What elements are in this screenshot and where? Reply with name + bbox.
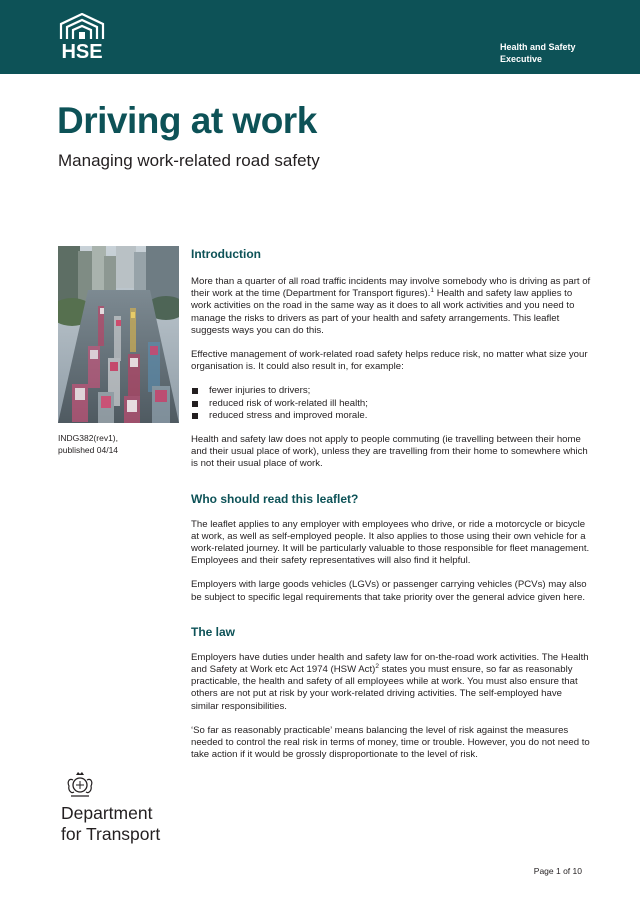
benefits-list: [191, 385, 591, 422]
section-heading-the-law: The law: [191, 624, 236, 639]
royal-crest-icon: [65, 770, 95, 800]
dft-logo: [58, 770, 188, 850]
who-should-read-paragraph-2: Employers with large goods vehicles (LGVs) or passenger carrying vehicles (PCVs) may also be subject to specific legal requirements that take priority over the general advice given here.: [191, 579, 587, 603]
traffic-photo-illustration: [58, 246, 179, 423]
introduction-paragraph-2: Effective management of work-related road safety helps reduce risk, no matter what size your organisation is. It could also result in, for example:: [191, 349, 588, 373]
hse-house-icon: [58, 13, 106, 41]
page-title: Driving at work: [57, 100, 317, 141]
who-should-read-paragraph-1: The leaflet applies to any employer with employees who drive, or ride a motorcycle or bicycle at work, as well as self-employed people. It also applies to those using their own vehicle for a work-related journey. It will be particularly valuable to those responsible for fleet management. Employees and their safety representatives will also find it helpful.: [191, 518, 590, 567]
square-bullet-icon: [192, 401, 198, 407]
square-bullet-icon: [192, 388, 198, 394]
publication-date: published 04/14: [58, 445, 119, 455]
square-bullet-icon: [192, 413, 198, 419]
introduction-p1-text: More than a quarter of all road traffic incidents may involve somebody who is driving as part of their work at the time (Department for Transport figures).: [191, 276, 591, 300]
the-law-p1-rest: states you must ensure, so far as reasonably practicable, the health and safety of all employees while at work. You must also ensure that others are not put at risk by your work-related driving activities. The self-employed have similar responsibilities.: [191, 664, 578, 712]
header-band: [0, 0, 640, 74]
section-heading-introduction: Introduction: [191, 247, 261, 261]
footnote-marker-2: 2: [375, 662, 379, 670]
traffic-photo: [58, 246, 179, 423]
dft-logo-line2: for Transport: [61, 824, 161, 844]
section-heading-who-should-read: Who should read this leaflet?: [191, 491, 359, 506]
organisation-name-line1: Health and Safety: [500, 42, 576, 52]
footnote-marker-1: 1: [430, 287, 435, 295]
list-item-text: reduced risk of work-related ill health;: [209, 397, 368, 409]
main-content: [191, 246, 591, 761]
list-item-text: fewer injuries to drivers;: [209, 385, 311, 397]
the-law-paragraph-1: [191, 652, 591, 713]
introduction-paragraph-3: Health and safety law does not apply to people commuting (ie travelling between their home and their usual place of work), unless they are travelling from their home to somewhere which is not their usual place of work.: [191, 434, 588, 470]
hse-logo-text: HSE: [61, 41, 103, 63]
introduction-p1-rest: Health and safety law applies to work activities on the road in the same way as it does to all work activities and you need to manage the risks to drivers as part of your health and safety arrangements. This leaflet suggests ways you can do this.: [191, 288, 575, 336]
list-item: [191, 410, 591, 422]
hse-logo: [58, 13, 106, 63]
list-item: [191, 385, 591, 397]
page-number: Page 1 of 10: [533, 866, 582, 876]
publication-reference: [58, 432, 178, 456]
the-law-paragraph-2: ‘So far as reasonably practicable’ means balancing the level of risk against the measures needed to control the real risk in terms of money, time or trouble. However, you do not need to take action if it would be grossly disproportionate to the level of risk.: [191, 724, 590, 761]
list-item-text: reduced stress and improved morale.: [209, 409, 368, 421]
organisation-name: [500, 41, 630, 65]
dft-logo-text: [61, 803, 191, 845]
the-law-p1-start: Employers have duties under health and safety law for on-the-road work activities. The Health and Safety at Work etc Act 1974 (HSW Act): [191, 651, 589, 676]
dft-logo-line1: Department: [61, 803, 153, 823]
page-subtitle: Managing work-related road safety: [58, 151, 320, 170]
list-item: [191, 398, 591, 410]
introduction-paragraph-1: [191, 276, 591, 337]
publication-code: INDG382(rev1),: [58, 433, 118, 443]
organisation-name-line2: Executive: [500, 54, 543, 64]
